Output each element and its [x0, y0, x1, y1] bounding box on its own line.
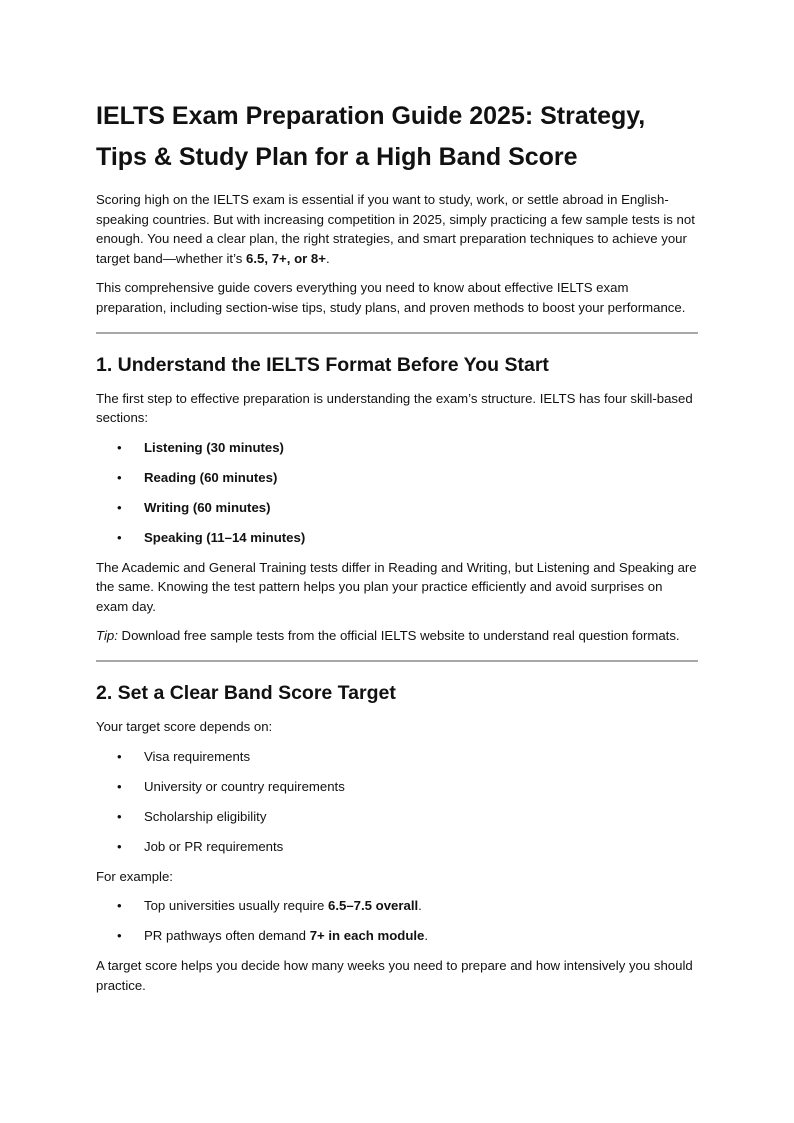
list-item-text: Writing (60 minutes) [144, 499, 271, 515]
example-lead: For example: [96, 868, 173, 884]
bullet-icon: • [117, 898, 122, 914]
section-1-body: The Academic and General Training tests differ in Reading and Writing, but Listening and Speaking are the same. Knowing the test pattern helps you plan your practice efficiently and avoid surprises on exam day. [96, 559, 697, 614]
section-2-heading: 2. Set a Clear Band Score Target [96, 682, 396, 705]
band-targets: 6.5, 7+, or 8+ [246, 250, 326, 266]
target-factors-list [96, 747, 698, 857]
list-item-text: Reading (60 minutes) [144, 469, 278, 485]
list-item [96, 807, 698, 827]
tip-paragraph [96, 626, 698, 646]
section-2-closing: A target score helps you decide how many weeks you need to prepare and how intensively you should practice. [96, 958, 693, 993]
example-period: . [418, 898, 422, 914]
bullet-icon: • [117, 469, 122, 485]
bullet-icon: • [117, 748, 122, 764]
section-1-lead: The first step to effective preparation is understanding the exam’s structure. IELTS has four skill-based sections: [96, 390, 693, 426]
intro-paragraph-2: This comprehensive guide covers everything you need to know about effective IELTS exam preparation, including section-wise tips, study plans, and proven methods to boost your performance. [96, 280, 686, 315]
tip-label: Tip: [96, 628, 118, 644]
example-score: 6.5–7.5 overall [327, 898, 419, 914]
list-item [96, 747, 698, 767]
bullet-icon: • [117, 838, 122, 854]
section-divider [96, 660, 698, 662]
page-title: IELTS Exam Preparation Guide 2025: Strategy, Tips & Study Plan for a High Band Score [96, 102, 646, 171]
bullet-icon: • [117, 808, 122, 824]
bullet-icon: • [117, 778, 122, 794]
list-item [96, 777, 698, 797]
list-item [96, 528, 698, 548]
bullet-icon: • [117, 928, 122, 944]
list-item [96, 926, 698, 946]
example-period: . [424, 928, 429, 944]
section-divider [96, 332, 698, 334]
list-item-text: Listening (30 minutes) [144, 439, 284, 455]
list-item-text: Job or PR requirements [144, 838, 284, 854]
example-score: 7+ in each module [309, 928, 425, 944]
list-item [96, 896, 698, 916]
intro-period: . [325, 250, 330, 266]
list-item-text: University or country requirements [144, 778, 345, 794]
list-item-text: Scholarship eligibility [144, 808, 267, 824]
bullet-icon: • [117, 439, 122, 455]
tip-text: Download free sample tests from the official IELTS website to understand real question formats. [117, 628, 680, 644]
list-item [96, 468, 698, 488]
bullet-icon: • [117, 529, 122, 545]
section-2-lead: Your target score depends on: [96, 719, 273, 735]
list-item-text: Speaking (11–14 minutes) [144, 529, 306, 545]
list-item-text: Visa requirements [144, 748, 251, 764]
list-item [96, 438, 698, 458]
list-item [96, 837, 698, 857]
intro-paragraph-1 [96, 190, 698, 268]
list-item [96, 498, 698, 518]
format-list [96, 438, 698, 548]
example-text: Top universities usually require [144, 898, 328, 914]
example-text: PR pathways often demand [144, 928, 310, 944]
document-page [96, 96, 698, 1005]
section-1-heading: 1. Understand the IELTS Format Before You Start [96, 353, 549, 376]
bullet-icon: • [117, 499, 122, 515]
examples-list [96, 896, 698, 946]
intro-text: Scoring high on the IELTS exam is essential if you want to study, work, or settle abroad in English-speaking countries. But with increasing competition in 2025, simply practicing a few sample tests is not enough. You need a clear plan, the right strategies, and smart preparation techniques to achieve your target band—whether it’s [96, 192, 695, 266]
